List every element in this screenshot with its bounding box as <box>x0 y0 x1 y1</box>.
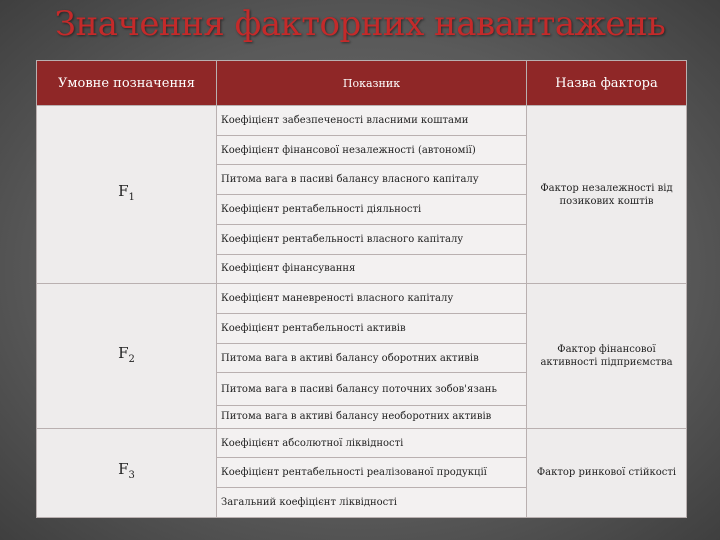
indicator-cell: Загальний коефіцієнт ліквідності <box>217 488 527 518</box>
indicator-cell: Питома вага в пасиві балансу поточних зобов'язань <box>217 373 527 406</box>
table-row <box>37 428 687 458</box>
indicator-cell: Коефіцієнт рентабельності діяльності <box>217 195 527 225</box>
symbol-f3: $F_3$ <box>37 428 217 517</box>
table-row <box>37 106 687 136</box>
indicator-cell: Питома вага в активі балансу оборотних активів <box>217 343 527 373</box>
header-symbol: Умовне позначення <box>37 61 217 106</box>
header-indicator: Показник <box>217 61 527 106</box>
header-row <box>37 61 687 106</box>
factor-name-f3: Фактор ринкової стійкості <box>527 428 687 517</box>
indicator-cell: Коефіцієнт фінансової незалежності (автономії) <box>217 135 527 165</box>
header-factor-name: Назва фактора <box>527 61 687 106</box>
slide-title: Значення факторних навантажень <box>54 4 666 44</box>
factor-loadings-table <box>36 60 687 518</box>
indicator-cell: Коефіцієнт фінансування <box>217 254 527 284</box>
indicator-cell: Коефіцієнт рентабельності власного капіталу <box>217 224 527 254</box>
factor-name-f2: Фактор фінансової активності підприємства <box>527 284 687 428</box>
indicator-cell: Коефіцієнт забезпеченості власними коштами <box>217 106 527 136</box>
indicator-cell: Питома вага в активі балансу необоротних активів <box>217 406 527 429</box>
factor-name-f1: Фактор незалежності від позикових коштів <box>527 106 687 284</box>
indicator-cell: Коефіцієнт маневреності власного капіталу <box>217 284 527 314</box>
symbol-f1: $F_1$ <box>37 106 217 284</box>
symbol-f2: $F_2$ <box>37 284 217 428</box>
indicator-cell: Коефіцієнт абсолютної ліквідності <box>217 428 527 458</box>
indicator-cell: Коефіцієнт рентабельності активів <box>217 314 527 344</box>
indicator-cell: Коефіцієнт рентабельності реалізованої продукції <box>217 458 527 488</box>
indicator-cell: Питома вага в пасиві балансу власного капіталу <box>217 165 527 195</box>
table-row <box>37 284 687 314</box>
